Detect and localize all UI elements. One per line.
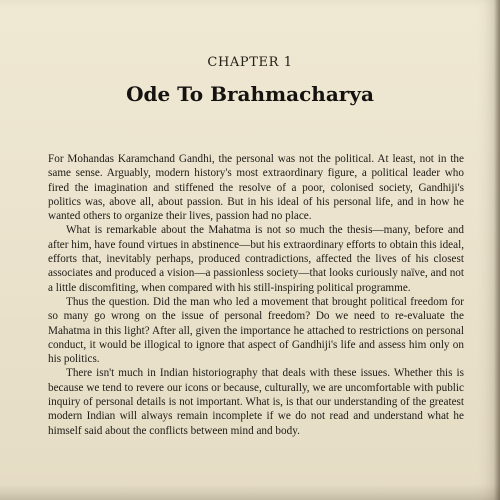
paragraph-1: For Mohandas Karamchand Gandhi, the personal was not the political. At least, not in the same sense. Arguably, modern history's most extraordinary figure, a political leader who fired the imagination and stiffened the resolve of a poor, colonised society, Gandhiji's politics was, above all, about passion. But in his ideal of his personal life, and in how he wanted others to organize their lives, passion had no place.: [48, 153, 464, 223]
chapter-title: Ode To Brahmacharya: [126, 82, 374, 106]
paragraph-4: There isn't much in Indian historiography that deals with these issues. Whether this is because we tend to revere our icons or because, culturally, we are uncomfortable with public inquiry of personal details is not important. What is, is that our understanding of the greatest modern Indian will always remain incomplete if we do not read and understand what he himself said about the conflicts between mind and body.: [48, 367, 464, 437]
page-edge-shadow: [494, 0, 500, 500]
chapter-body: [48, 152, 464, 438]
chapter-number: CHAPTER 1: [207, 55, 293, 70]
page-bottom-shadow: [0, 484, 500, 500]
paragraph-2: What is remarkable about the Mahatma is not so much the thesis—many, before and after him, have found virtues in abstinence—but his extraordinary efforts to obtain this ideal, efforts that, inevitably perhaps, produced contradictions, affected the lives of his closest associates and produced a vision—a passionless society—that looks curiously naïve, and not a little discomfiting, when compared with his still-inspiring political programme.: [48, 224, 464, 294]
paragraph-3: Thus the question. Did the man who led a movement that brought political freedom for so many go wrong on the issue of personal freedom? Do we need to re-evaluate the Mahatma in this light? After all, given the importance he attached to restrictions on personal conduct, it would be illogical to ignore that aspect of Gandhiji's life and assess him only on his politics.: [48, 295, 464, 366]
